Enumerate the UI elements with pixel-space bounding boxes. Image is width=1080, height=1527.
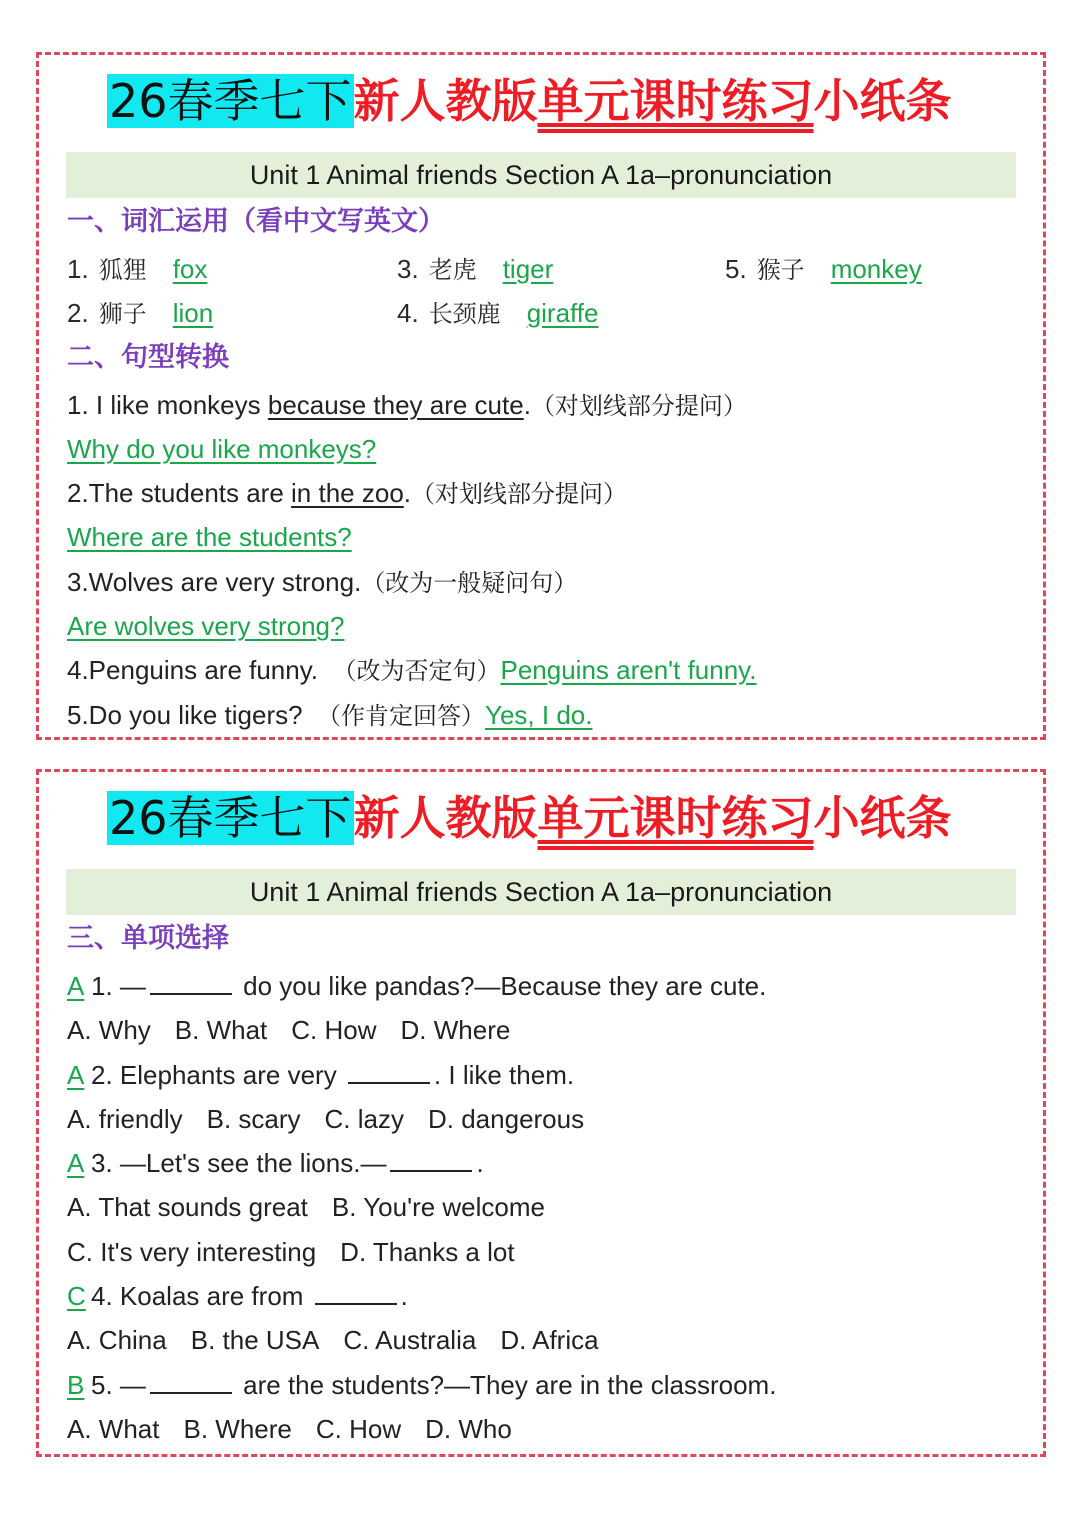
title-part-3: 小纸条	[813, 791, 952, 845]
transform-question-4: 4.Penguins are funny. （改为否定句）Penguins aren't funny.	[67, 655, 757, 685]
transform-question-3: 3.Wolves are very strong.（改为一般疑问句）	[67, 567, 578, 597]
vocab-item: 3. 老虎 tiger	[397, 254, 554, 284]
transform-answer-4: Penguins aren't funny.	[500, 655, 757, 685]
choice-options-4: A. China B. the USA C. Australia D. Africa	[67, 1325, 599, 1355]
transform-question-2: 2.The students are in the zoo.（对划线部分提问）	[67, 478, 628, 508]
answer-key: A	[67, 1060, 85, 1090]
title-highlight: 26春季七下	[109, 791, 352, 845]
choice-options-3b: C. It's very interesting D. Thanks a lot	[67, 1237, 515, 1267]
choice-question-1: A 1. — do you like pandas?—Because they are cute.	[67, 966, 766, 1006]
vocab-answer: giraffe	[526, 298, 599, 328]
title-part-1: 新人教版	[353, 791, 538, 845]
transform-answer-3: Are wolves very strong?	[67, 611, 345, 641]
exercise-card-1	[36, 52, 1046, 740]
transform-question-1: 1. I like monkeys because they are cute.（对划线部分提问）	[67, 390, 747, 420]
exercise-card-2	[36, 769, 1046, 1457]
answer-key: C	[67, 1281, 86, 1311]
card-title	[107, 782, 952, 854]
unit-banner: Unit 1 Animal friends Section A 1a–pronunciation	[66, 152, 1016, 198]
unit-banner: Unit 1 Animal friends Section A 1a–pronunciation	[66, 869, 1016, 915]
vocab-item: 5. 猴子 monkey	[725, 254, 922, 284]
blank	[150, 971, 232, 995]
answer-key: A	[67, 1148, 85, 1178]
blank	[390, 1148, 472, 1172]
card-title	[107, 65, 952, 137]
title-part-3: 小纸条	[813, 74, 952, 128]
section-heading-vocab: 一、词汇运用（看中文写英文）	[67, 206, 445, 237]
choice-question-3: A 3. —Let's see the lions.— .	[67, 1143, 484, 1183]
vocab-item: 2. 狮子 lion	[67, 298, 214, 328]
title-part-1: 新人教版	[353, 74, 538, 128]
choice-options-2: A. friendly B. scary C. lazy D. dangerous	[67, 1104, 585, 1134]
vocab-answer: tiger	[502, 254, 554, 284]
vocab-item: 4. 长颈鹿 giraffe	[397, 298, 599, 328]
choice-question-4: C 4. Koalas are from .	[67, 1276, 408, 1316]
answer-key: A	[67, 971, 85, 1001]
title-part-2: 单元课时练习	[537, 791, 814, 845]
title-part-2: 单元课时练习	[537, 74, 814, 128]
blank	[315, 1281, 397, 1305]
transform-question-5: 5.Do you like tigers? （作肯定回答）Yes, I do.	[67, 700, 593, 730]
vocab-answer: lion	[172, 298, 214, 328]
choice-question-2: A 2. Elephants are very . I like them.	[67, 1055, 574, 1095]
choice-question-5: B 5. — are the students?—They are in the classroom.	[67, 1365, 776, 1405]
title-highlight: 26春季七下	[109, 74, 352, 128]
answer-key: B	[67, 1370, 85, 1400]
transform-answer-5: Yes, I do.	[485, 700, 593, 730]
transform-answer-1: Why do you like monkeys?	[67, 434, 377, 464]
blank	[150, 1370, 232, 1394]
blank	[348, 1060, 430, 1084]
choice-options-5: A. What B. Where C. How D. Who	[67, 1414, 512, 1444]
vocab-answer: fox	[172, 254, 208, 284]
vocab-item: 1. 狐狸 fox	[67, 254, 208, 284]
vocab-answer: monkey	[830, 254, 922, 284]
choice-options-3a: A. That sounds great B. You're welcome	[67, 1192, 545, 1222]
transform-answer-2: Where are the students?	[67, 522, 352, 552]
section-heading-transform: 二、句型转换	[67, 342, 229, 373]
choice-options-1: A. Why B. What C. How D. Where	[67, 1015, 511, 1045]
section-heading-choice: 三、单项选择	[67, 923, 229, 954]
